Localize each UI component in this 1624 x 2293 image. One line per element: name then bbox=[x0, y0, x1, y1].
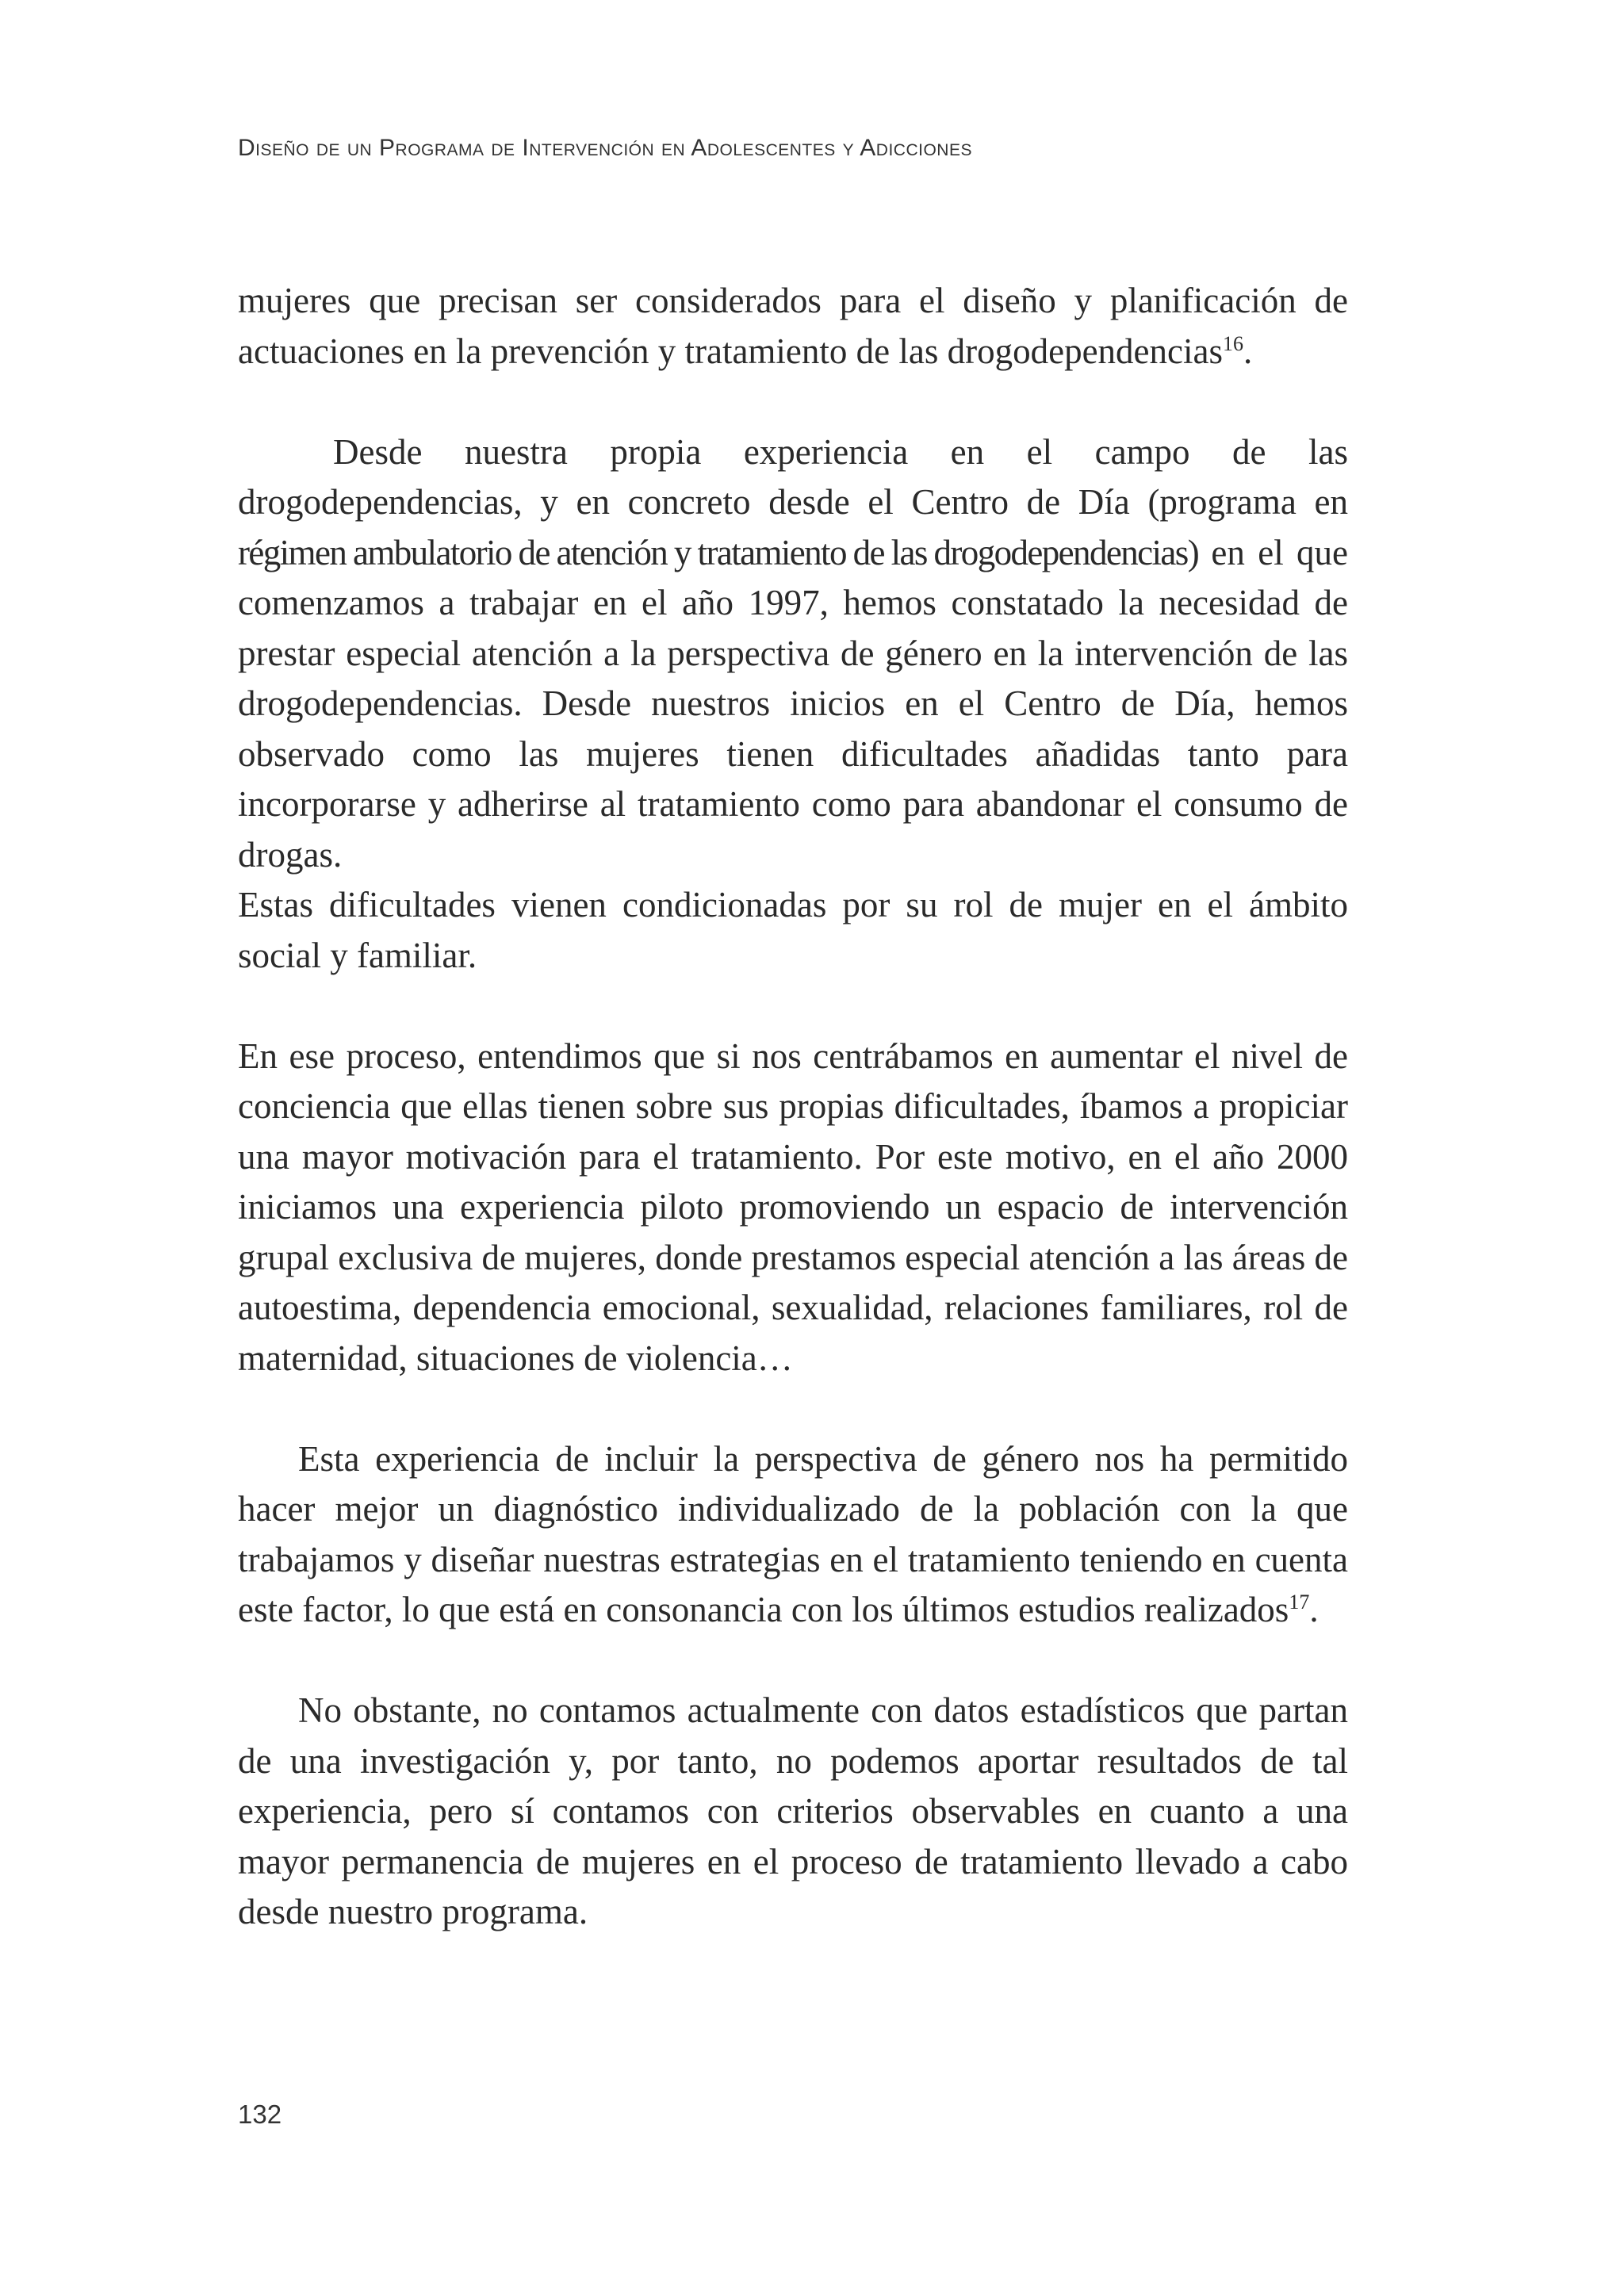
paragraph-1-text: mujeres que precisan ser considerados para el diseño y planificación de actuaciones en la prevención y tratamiento de las drogodependencias bbox=[238, 281, 1348, 371]
paragraph-2-rest: en el que comenzamos a trabajar en el año 1997, hemos constatado la necesidad de prestar especial atención a la perspectiva de género en la intervención de las drogodependencias. Desde nuestros inicios en el Centro de Día, hemos observado como las mujeres tienen dificultades añadidas tanto para incorporarse y adherirse al tratamiento como para abandonar el consumo de drogas. bbox=[238, 532, 1349, 875]
footnote-ref-16[interactable]: 16 bbox=[1222, 331, 1243, 355]
paragraph-4: En ese proceso, entendimos que si nos centrábamos en aumentar el nivel de conciencia que ellas tienen sobre sus propias dificultades, íbamos a propiciar una mayor motivación para el tratamiento. Por este motivo, en el año 2000 iniciamos una experiencia piloto promoviendo un espacio de intervención grupal exclusiva de mujeres, donde prestamos especial atención a las áreas de autoestima, dependencia emocional, sexualidad, relaciones familiares, rol de maternidad, situaciones de violencia… bbox=[238, 1035, 1348, 1378]
page-number: 132 bbox=[238, 2100, 282, 2129]
running-header: Diseño de un Programa de Intervención en Adolescentes y Adicciones bbox=[238, 135, 972, 161]
paragraph-5-text: Esta experiencia de incluir la perspectiva de género nos ha permitido hacer mejor un diagnóstico individualizado de la población con la que trabajamos y diseñar nuestras estrategias en el tratamiento teniendo en cuenta este factor, lo que está en consonancia con los últimos estudios realizados bbox=[238, 1438, 1348, 1629]
paragraph-2 bbox=[238, 427, 1348, 881]
footnote-ref-17[interactable]: 17 bbox=[1289, 1591, 1310, 1614]
body-text bbox=[238, 276, 1348, 1938]
paragraph-5-end: . bbox=[1309, 1590, 1319, 1629]
paragraph-2-tight-line: régimen ambulatorio de atención y tratamiento de las drogodependencias) bbox=[238, 532, 1199, 572]
paragraph-2-lead: Desde nuestra propia experiencia en el campo de las drogodependencias, y en concreto desde el Centro de Día (programa en bbox=[238, 431, 1348, 522]
paragraph-5 bbox=[238, 1434, 1348, 1636]
paragraph-3: Estas dificultades vienen condicionadas por su rol de mujer en el ámbito social y familiar. bbox=[238, 885, 1348, 975]
paragraph-1 bbox=[238, 276, 1348, 377]
paragraph-6: No obstante, no contamos actualmente con datos estadísticos que partan de una investigación y, por tanto, no podemos aportar resultados de tal experiencia, pero sí contamos con criterios observables en cuanto a una mayor permanencia de mujeres en el proceso de tratamiento llevado a cabo desde nuestro programa. bbox=[238, 1690, 1348, 1931]
paragraph-1-end: . bbox=[1243, 331, 1253, 371]
